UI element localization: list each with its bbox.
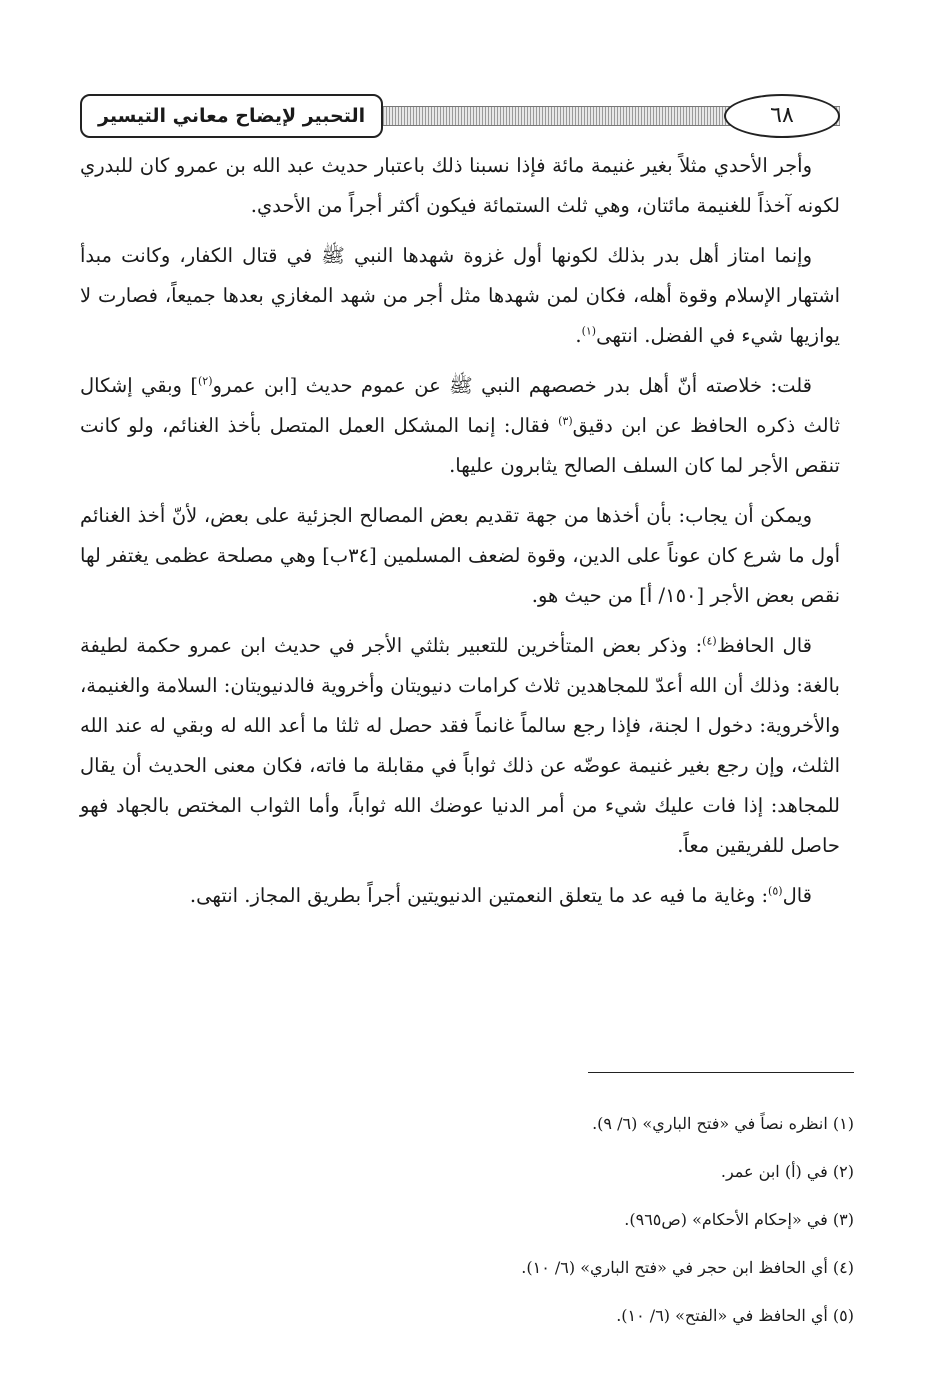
paragraph-text: ] وبقي إشكال ثالث ذكره الحافظ عن ابن دقيق — [80, 374, 840, 437]
paragraph-text: : وغاية ما فيه عد ما يتعلق النعمتين الدنيويتين أجراً بطريق المجاز. انتهى. — [189, 884, 769, 907]
paragraph — [80, 496, 840, 616]
footnote-separator — [588, 1072, 854, 1073]
footnote: (٢) في (أ) ابن عمر. — [720, 1162, 854, 1181]
main-text — [80, 146, 840, 926]
paragraph-text: قال الحافظ — [716, 634, 812, 657]
paragraph-text: قال — [782, 884, 812, 907]
footnote-ref: (٣) — [558, 414, 573, 428]
paragraph-text: وإنما امتاز أهل بدر بذلك لكونها أول غزوة شهدها النبي ﷺ في قتال الكفار، وكانت مبدأ اشتهار الإسلام وقوة أهله، فكان لمن شهدها مثل أجر من شهد المغازي بعدها جميعاً، فصارت لا يوازيها شيء في الفضل. انتهى — [80, 244, 840, 347]
paragraph — [80, 626, 840, 866]
paragraph — [80, 236, 840, 356]
paragraph-text: قلت: خلاصته أنّ أهل بدر خصصهم النبي ﷺ عن عموم حديث [ابن عمرو — [212, 374, 812, 397]
paragraph-text: : وذكر بعض المتأخرين للتعبير بثلثي الأجر في حديث ابن عمرو حكمة لطيفة بالغة: وذلك أن الله أعدّ للمجاهدين ثلاث كرامات دنيويتان وأخروية فالدنيويتان: السلامة والغنيمة، والأخروية: دخول ا لجنة، فإذا رجع سالماً غانماً فقد حصل له ثلثا ما أعد الله له وبقي له عند الله الثلث، وإن رجع بغير غنيمة عوضّه عن ذلك ثواباً في مقابلة ما فاته، فكان معنى الحديث أن يقال للمجاهد: إذا فات عليك شيء من أمر الدنيا عوضك الله ثواباً، وأما الثواب المختص بالجهاد فهو حاصل للفريقين معاً. — [80, 634, 840, 857]
paragraph — [80, 366, 840, 486]
footnote-ref: (٢) — [197, 374, 213, 388]
paragraph-text: فقال: إنما المشكل العمل المتصل بأخذ الغنائم، ولو كانت تنقص الأجر لما كان السلف الصالح يثابرون عليها. — [80, 414, 840, 477]
footnote: (١) انظره نصاً في «فتح الباري» (٦/ ٩). — [592, 1114, 854, 1133]
footnote-ref: (٤) — [702, 634, 717, 648]
paragraph — [80, 146, 840, 226]
footnote: (٥) أي الحافظ في «الفتح» (٦/ ١٠). — [616, 1306, 854, 1325]
running-header — [80, 88, 840, 144]
paragraph — [80, 876, 840, 916]
footnote-ref: (١) — [581, 324, 597, 338]
footnote-ref: (٥) — [768, 884, 783, 898]
footnote: (٣) في «إحكام الأحكام» (ص٩٦٥). — [624, 1210, 854, 1229]
paragraph-text: وأجر الأحدي مثلاً بغير غنيمة مائة فإذا نسبنا ذلك باعتبار حديث عبد الله بن عمرو كان للبدري لكونه آخذاً للغنيمة مائتان، وهي ثلث الستمائة فيكون أكثر أجراً من الأحدي. — [80, 154, 840, 217]
paragraph-text: ويمكن أن يجاب: بأن أخذها من جهة تقديم بعض المصالح الجزئية على بعض، لأنّ أخذ الغنائم أول ما شرع كان عوناً على الدين، وقوة لضعف المسلمين [٣٤ب] وهي مصلحة عظمى يغتفر لها نقص بعض الأجر [١٥٠/ أ] من حيث هو. — [80, 504, 840, 607]
page-number: ٦٨ — [724, 94, 840, 138]
paragraph-text: . — [575, 324, 582, 347]
footnotes — [154, 1104, 854, 1344]
footnote: (٤) أي الحافظ ابن حجر في «فتح الباري» (٦/ ١٠). — [521, 1258, 854, 1277]
book-title: التحبير لإيضاح معاني التيسير — [80, 94, 383, 138]
